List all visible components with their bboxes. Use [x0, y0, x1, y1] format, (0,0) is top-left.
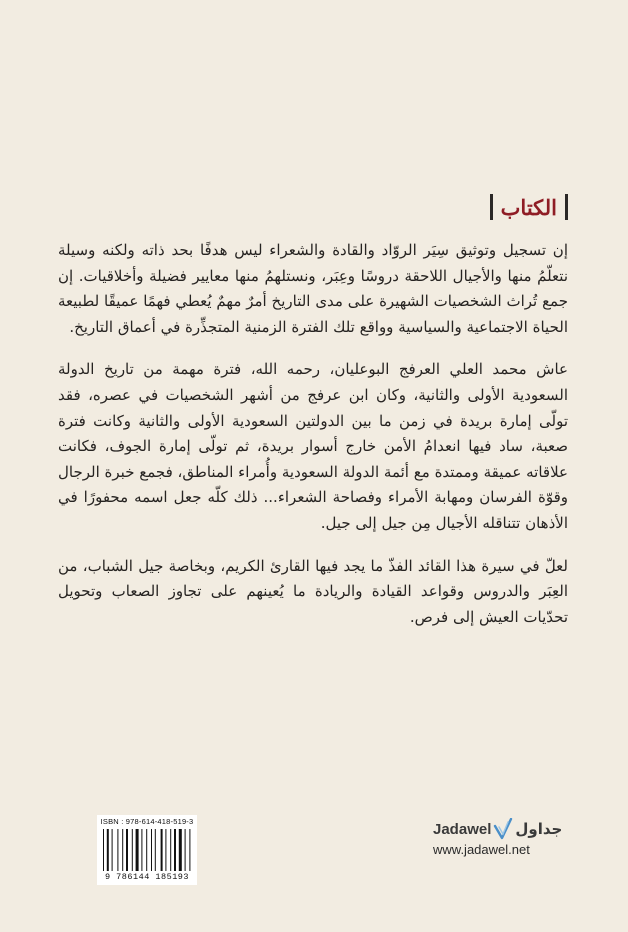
publisher-name-latin: Jadawel	[433, 820, 492, 838]
publisher-logo	[433, 818, 563, 868]
paragraph-2: عاش محمد العلي العرفج البوعليان، رحمه الله، فترة مهمة من تاريخ الدولة السعودية الأولى والثانية، وكان ابن عرفج من أشهر الشخصيات في عصره، فقد تولّى إمارة بريدة في زمن ما بين الدولتين السعودية الأولى والثانية وكانت فترة صعبة، ساد فيها انعدامُ الأمن خارج أسوار بريدة، ثم تولّى إمارة الجوف، فكانت علاقاته عميقة وممتدة مع أئمة الدولة السعودية وأُمراء المناطق، فجمع خبرة الرجال وقوّة الفرسان ومهابة الأمراء وفصاحة الشعراء... ذلك كلّه جعل اسمه محفورًا في الأذهان تتناقله الأجيال مِن جيل إلى جيل.	[58, 360, 568, 532]
publisher-url: www.jadawel.net	[433, 842, 530, 857]
barcode-bars	[102, 829, 192, 871]
heading-bar-right	[565, 194, 568, 220]
isbn-digits: 9 786144 185193	[104, 872, 189, 882]
blurb-text	[58, 238, 568, 647]
section-heading	[490, 194, 568, 220]
section-title: الكتاب	[500, 194, 557, 220]
isbn-barcode	[97, 815, 197, 885]
heading-bar-left	[490, 194, 493, 220]
check-v-icon	[493, 818, 513, 840]
paragraph-1: إن تسجيل وتوثيق سِيَر الروّاد والقادة والشعراء ليس هدفًا بحد ذاته ولكنه وسيلة نتعلّمُ منها والأجيال اللاحقة دروسًا وعِبَر، ونستلهمُ منها معايير فضيلة وأخلاقيات. إن جمع تُراث الشخصيات الشهيرة على مدى التاريخ أمرٌ مهمٌ يُعطي فهمًا عميقًا لطبيعة الحياة الاجتماعية والسياسية وواقع تلك الفترة الزمنية المتجذِّرة في أعماق التاريخ.	[58, 241, 568, 336]
isbn-label: ISBN : 978-614-418-519-3	[100, 817, 194, 826]
paragraph-3: لعلّ في سيرة هذا القائد الفذّ ما يجد فيها القارئ الكريم، وبخاصة جيل الشباب، من العِبَر والدروس وقواعد القيادة والريادة ما يُعينهم على تجاوز الصعاب وتحويل تحدّيات العيش إلى فرص.	[58, 556, 568, 626]
publisher-name-arabic: جداول	[515, 820, 563, 838]
